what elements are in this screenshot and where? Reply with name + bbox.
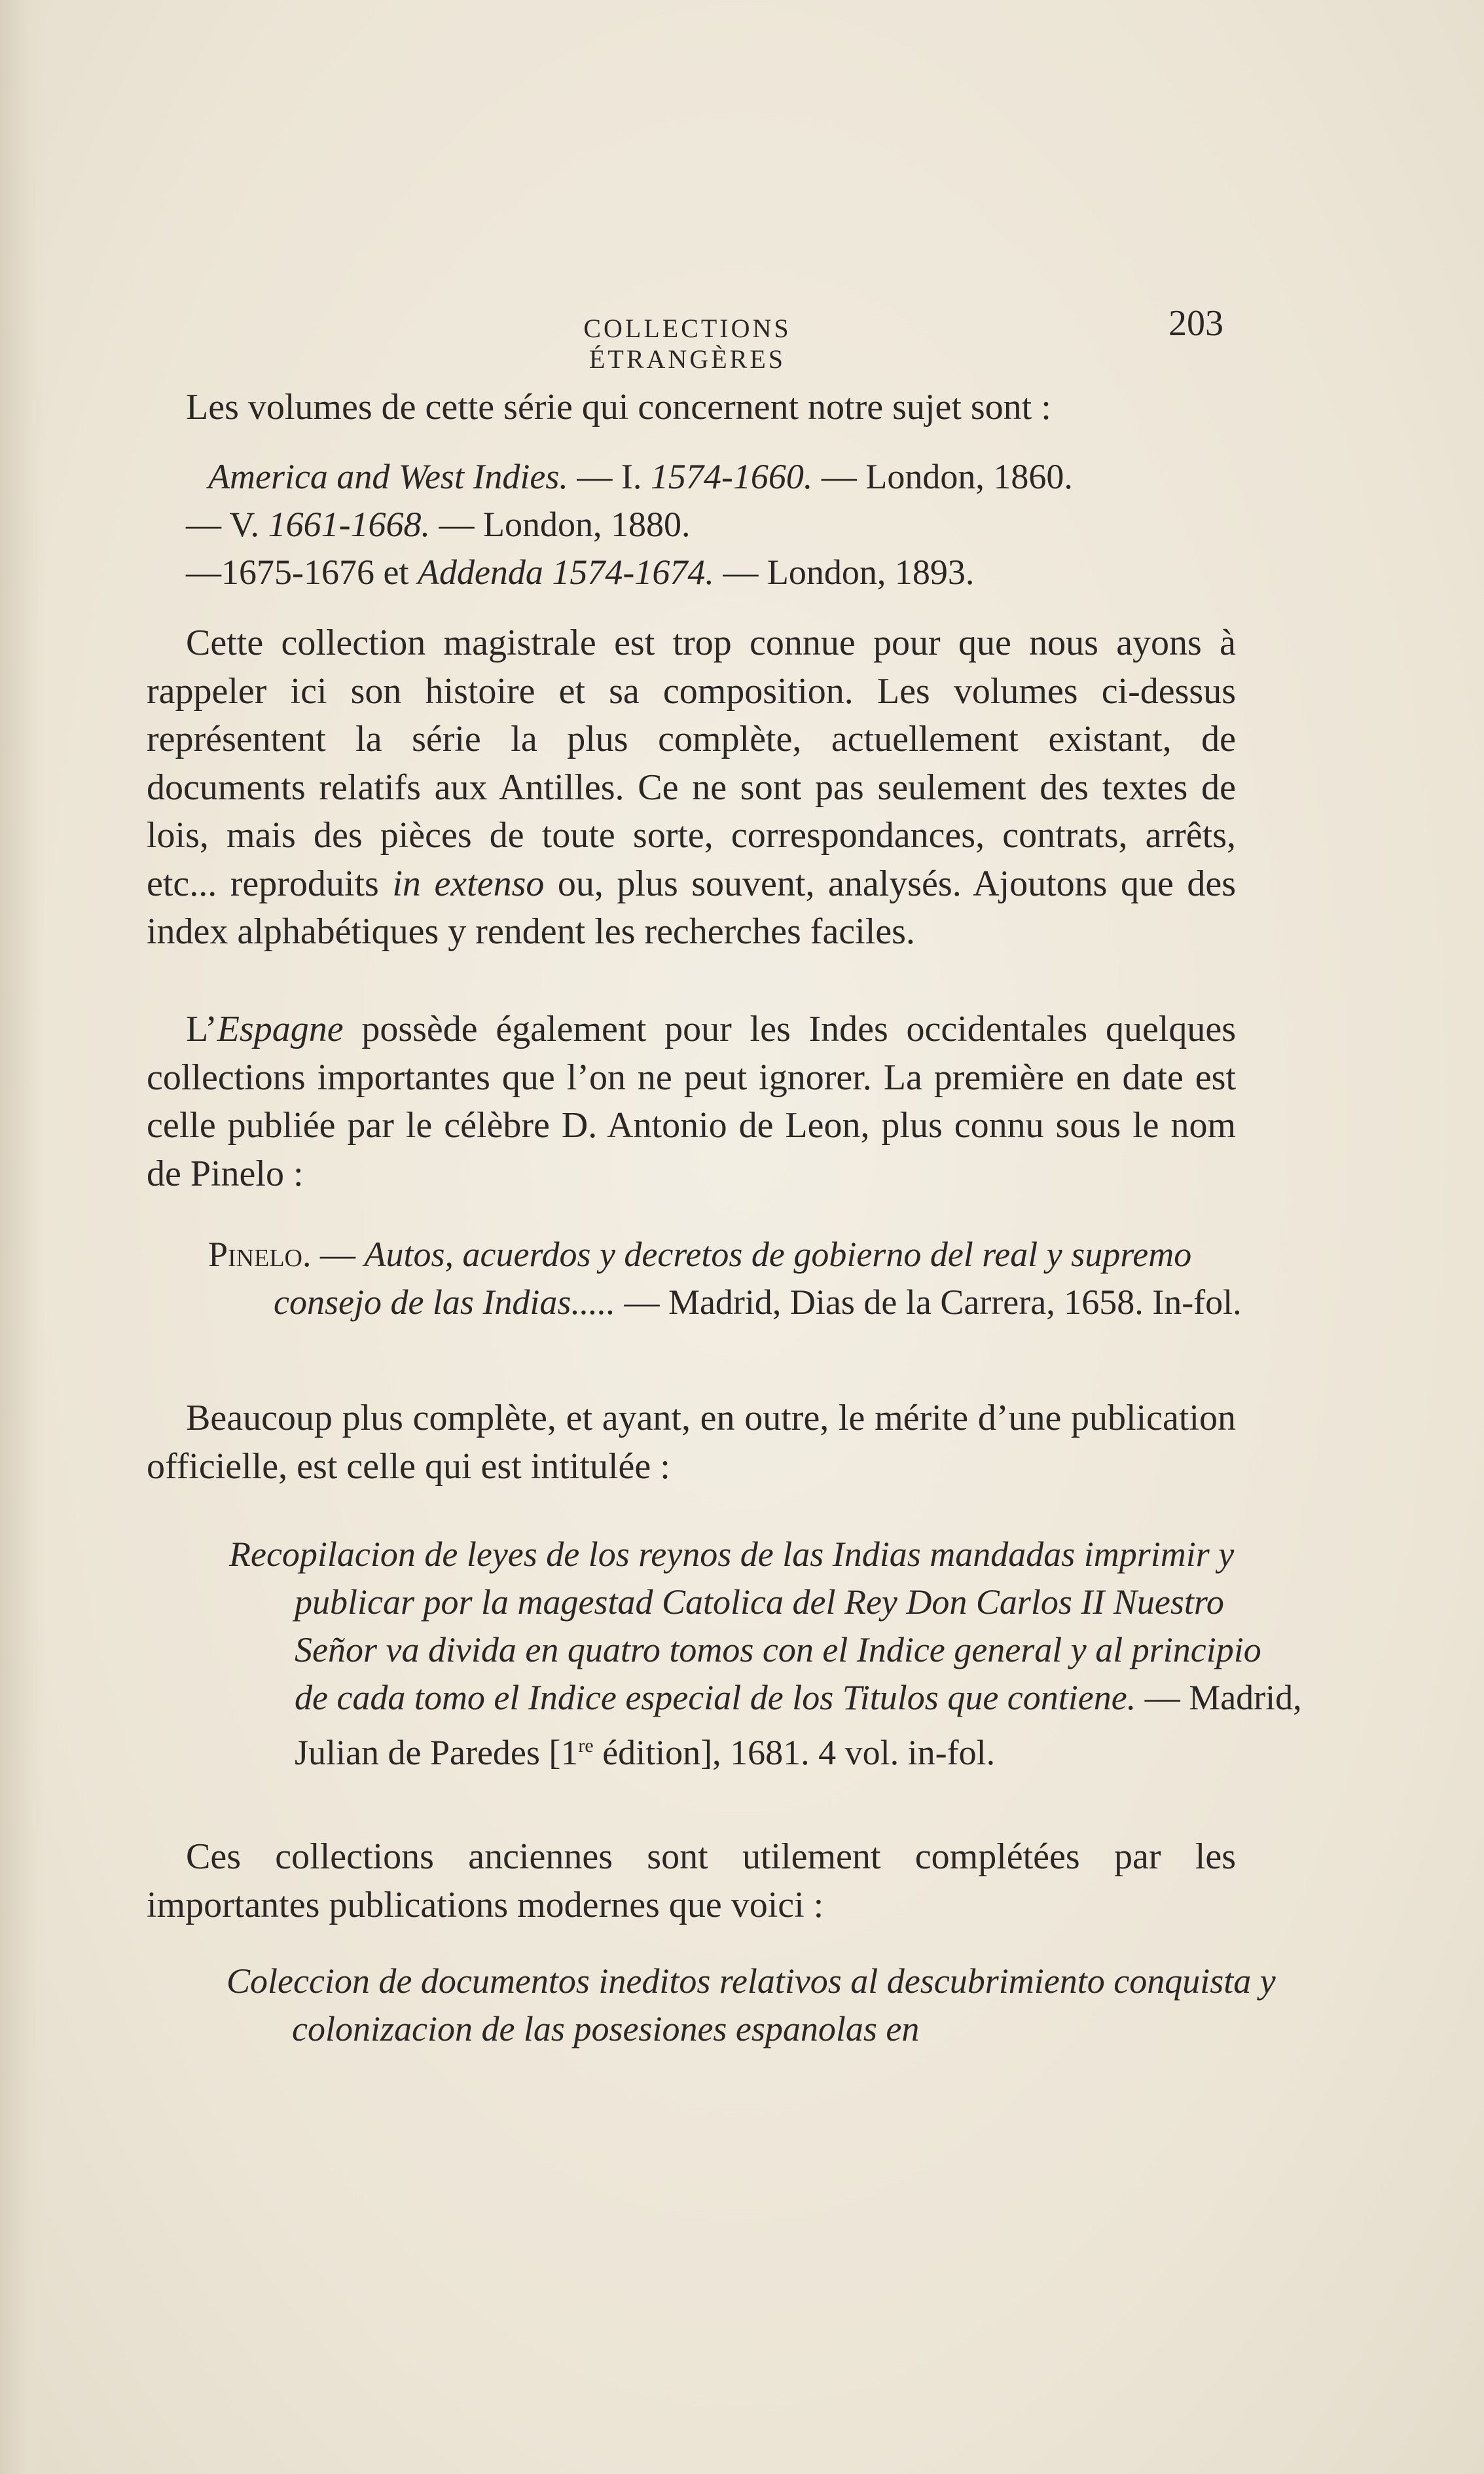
- collection-paragraph: Cette collection magistrale est trop connue pour que nous ayons à rappeler ici son histoire et sa composition. Les volumes ci-dessus représentent la série la plus complète, actuellement existant, de documents relatifs aux Antilles. Ce ne sont pas seulement des textes de lois, mais des pièces de toute sorte, correspondances, contrats, arrêts, etc... reproduits in extenso ou, plus souvent, analysés. Ajoutons que des index alphabétiques y rendent les recherches faciles.: [147, 623, 1237, 952]
- espagne-paragraph: L’Espagne possède également pour les Indes occidentales quelques collections importantes que l’on ne peut ignorer. La première en date est celle publiée par le célèbre D. Antonio de Leon, plus connu sous le nom de Pinelo :: [147, 1009, 1237, 1194]
- english-ref-line-1: America and West Indies. — I. 1574-1660. — London, 1860.: [208, 457, 1073, 496]
- ces-paragraph: Ces collections anciennes sont utilement complétées par les importantes publications modernes que voici :: [147, 1836, 1236, 1925]
- english-ref-title: America and West Indies.: [208, 457, 568, 496]
- pinelo-title: Autos, acuerdos y decretos de gobierno del real y supremo consejo de las Indias.....: [274, 1235, 1192, 1322]
- recopilacion-reference: Recopilacion de leyes de los reynos de las Indias mandadas imprimir y publicar por la magestad Catolica del Rey Don Carlos II Nuestro Señor va divida en quatro tomos con el Indice general y al principio de cada tomo el Indice especial de los Titulos que contiene. — Madrid, Julian de Paredes [1re édition], 1681. 4 vol. in-fol.: [229, 1535, 1302, 1772]
- english-references: [186, 453, 1229, 596]
- pinelo-author: Pinelo.: [208, 1235, 312, 1274]
- running-title: COLLECTIONS ÉTRANGÈRES: [583, 314, 791, 374]
- coleccion-title: Coleccion de documentos ineditos relativos al descubrimiento conquista y colonizacion de las posesiones espanolas en: [226, 1961, 1276, 2048]
- page-number: 203: [1168, 303, 1223, 344]
- intro-paragraph: Les volumes de cette série qui concernent notre sujet sont :: [186, 387, 1051, 427]
- pinelo-reference: Pinelo. — Autos, acuerdos y decretos de gobierno del real y supremo consejo de las Indias..... — Madrid, Dias de la Carrera, 1658. In-fol.: [208, 1235, 1242, 1322]
- english-ref-line-3: —1675-1676 et Addenda 1574-1674. — London, 1893.: [186, 553, 975, 592]
- english-ref-line-2: — V. 1661-1668. — London, 1880.: [186, 505, 691, 544]
- beaucoup-paragraph: Beaucoup plus complète, et ayant, en outre, le mérite d’une publication officielle, est celle qui est intitulée :: [147, 1398, 1236, 1487]
- coleccion-reference: [226, 1957, 1303, 2053]
- page-spine-shadow: [0, 0, 46, 2474]
- recopilacion-title: Recopilacion de leyes de los reynos de las Indias mandadas imprimir y publicar por la magestad Catolica del Rey Don Carlos II Nuestro Señor va divida en quatro tomos con el Indice general y al principio de cada tomo el Indice especial de los Titulos que contiene.: [229, 1535, 1261, 1717]
- pinelo-imprint: — Madrid, Dias de la Carrera, 1658. In-fol.: [624, 1282, 1242, 1322]
